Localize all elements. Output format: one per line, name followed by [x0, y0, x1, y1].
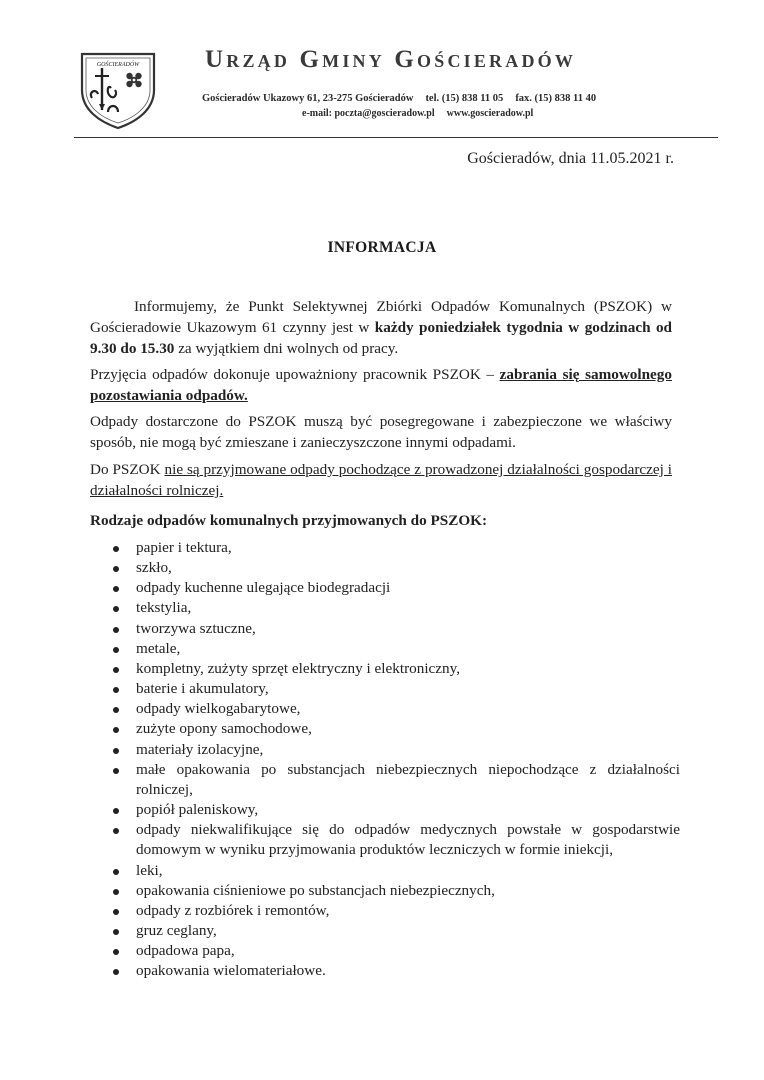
fax: fax. (15) 838 11 40: [515, 93, 597, 104]
address: Gościeradów Ukazowy 61, 23-275 Gościeradów: [202, 93, 414, 104]
paragraph-opening-hours: [90, 296, 672, 359]
list-item: odpady kuchenne ulegające biodegradacji: [90, 578, 680, 598]
list-item: szkło,: [90, 558, 680, 578]
list-item: gruz ceglany,: [90, 921, 680, 941]
coat-of-arms-icon: [78, 48, 158, 130]
document-title: INFORMACJA: [327, 239, 437, 256]
contact-email-line: [302, 108, 533, 119]
list-item: baterie i akumulatory,: [90, 679, 680, 699]
list-item: popiół paleniskowy,: [90, 800, 680, 820]
list-item: odpady niekwalifikujące się do odpadów medycznych powstałe w gospodarstwie domowym w wyniku przyjmowania produktów leczniczych w formie iniekcji,: [90, 820, 680, 860]
website-link[interactable]: www.goscieradow.pl: [446, 108, 534, 119]
list-item: tworzywa sztuczne,: [90, 619, 680, 639]
crest-text: GOŚCIERADÓW: [96, 62, 140, 68]
list-item: opakowania wielomateriałowe.: [90, 961, 680, 981]
list-item: metale,: [90, 639, 680, 659]
paragraph2-text: Przyjęcia odpadów dokonuje upoważniony pracownik PSZOK –: [90, 366, 500, 383]
header-divider: [74, 137, 718, 138]
contact-address-line: [202, 93, 596, 104]
paragraph1-text-end: za wyjątkiem dni wolnych od pracy.: [174, 340, 399, 357]
list-item: odpady wielkogabarytowe,: [90, 699, 680, 719]
waste-types-list: [90, 538, 680, 981]
opening-hours: każdy poniedziałek tygodnia w godzinach od 9.30 do 15.30: [90, 319, 673, 357]
list-item: tekstylia,: [90, 598, 680, 618]
list-item: papier i tektura,: [90, 538, 680, 558]
paragraph1-text: Informujemy, że Punkt Selektywnej Zbiórki Odpadów Komunalnych (PSZOK) w Gościeradowie Ukazowym 61 czynny jest w: [90, 298, 672, 336]
list-item: zużyte opony samochodowe,: [90, 719, 680, 739]
email-link[interactable]: e-mail: poczta@goscieradow.pl: [302, 108, 435, 119]
list-item: materiały izolacyjne,: [90, 740, 680, 760]
office-name: Urząd Gminy Gościeradów: [205, 46, 577, 73]
date-line: Gościeradów, dnia 11.05.2021 r.: [467, 150, 674, 167]
excluded-waste: nie są przyjmowane odpady pochodzące z prowadzonej działalności gospodarczej i działalności rolniczej.: [90, 461, 673, 499]
list-item: małe opakowania po substancjach niebezpiecznych niepochodzące z działalności rolniczej,: [90, 760, 680, 800]
paragraph-sorting: Odpady dostarczone do PSZOK muszą być posegregowane i zabezpieczone we właściwy sposób, nie mogą być zmieszane i zanieczyszczone innymi odpadami.: [90, 413, 672, 451]
list-item: opakowania ciśnieniowe po substancjach niebezpiecznych,: [90, 881, 680, 901]
phone: tel. (15) 838 11 05: [425, 93, 504, 104]
list-item: odpady z rozbiórek i remontów,: [90, 901, 680, 921]
paragraph4-text: Do PSZOK: [90, 461, 165, 478]
list-item: odpadowa papa,: [90, 941, 680, 961]
list-item: leki,: [90, 861, 680, 881]
paragraph-exclusions: [90, 459, 672, 501]
dumping-prohibition: zabrania się samowolnego pozostawiania odpadów.: [90, 366, 672, 404]
list-heading: Rodzaje odpadów komunalnych przyjmowanych do PSZOK:: [90, 512, 488, 529]
list-item: kompletny, zużyty sprzęt elektryczny i elektroniczny,: [90, 659, 680, 679]
paragraph-acceptance: [90, 364, 672, 406]
